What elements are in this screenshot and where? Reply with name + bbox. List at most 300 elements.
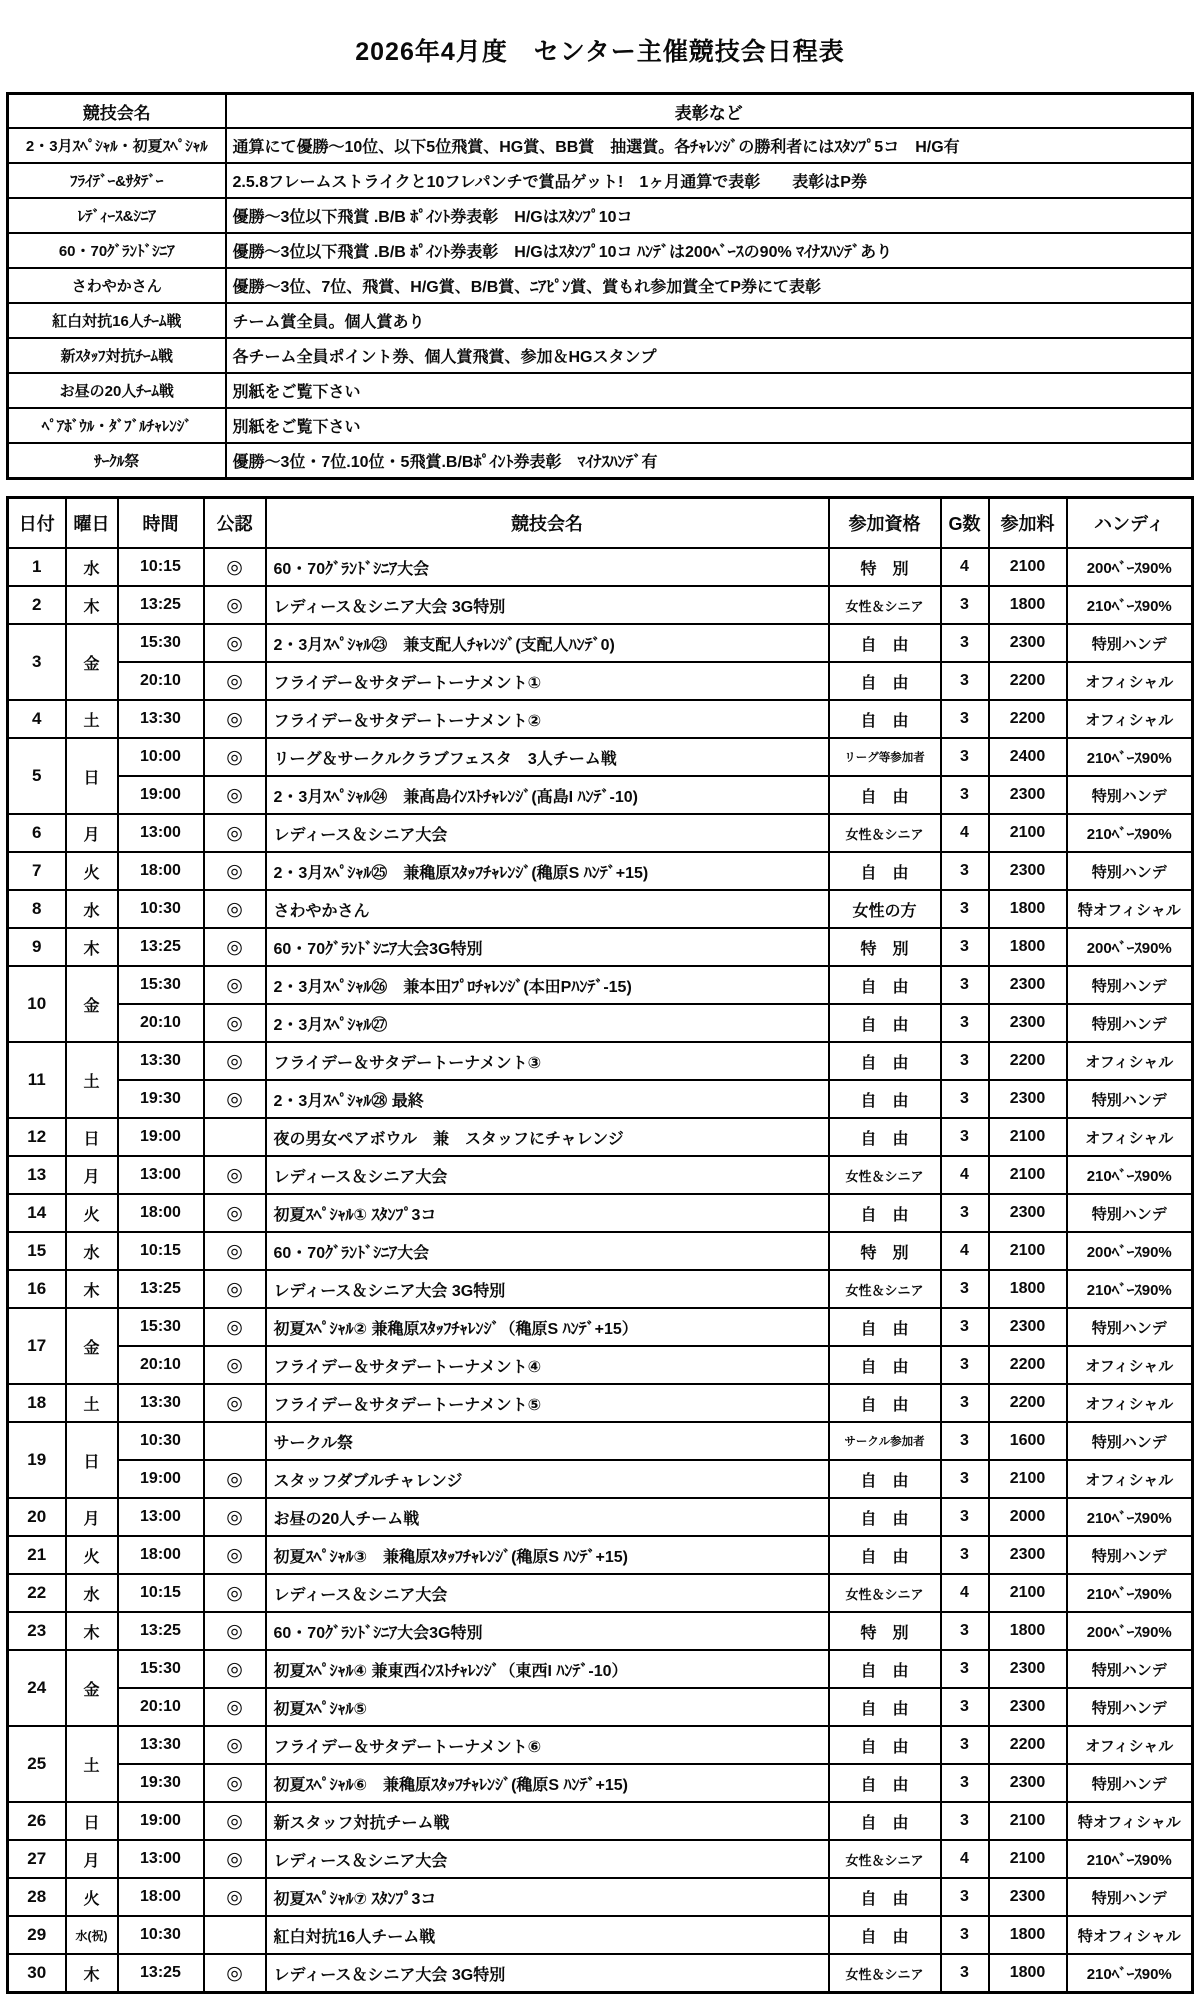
weekday-cell: 土 (66, 1042, 118, 1118)
weekday-cell: 火 (66, 1194, 118, 1232)
event-name-cell (266, 1232, 829, 1270)
handicap-cell: 210ﾍﾞｰｽ90% (1067, 814, 1193, 852)
date-cell: 2 (8, 586, 66, 624)
certified-mark-cell: ◎ (204, 1612, 266, 1650)
event-name-text: さわやかさん (273, 902, 370, 920)
eligibility-cell: サークル参加者 (829, 1422, 941, 1460)
fee-cell: 2100 (989, 1232, 1067, 1270)
fee-cell: 2300 (989, 1878, 1067, 1916)
schedule-row (8, 890, 1193, 928)
certified-mark-cell: ◎ (204, 776, 266, 814)
handicap-cell: 200ﾍﾞｰｽ90% (1067, 548, 1193, 586)
event-name-cell (266, 776, 829, 814)
event-name-cell (266, 548, 829, 586)
games-cell: 3 (941, 738, 989, 776)
event-name-text: 2・3月ｽﾍﾟｼｬﾙ㉘ 最終 (273, 1092, 424, 1110)
awards-row (8, 268, 1193, 303)
eligibility-cell: 自 由 (829, 1726, 941, 1764)
eligibility-cell: 女性＆シニア (829, 1156, 941, 1194)
certified-mark-cell: ◎ (204, 1536, 266, 1574)
event-name-cell (266, 814, 829, 852)
certified-mark-cell: ◎ (204, 814, 266, 852)
games-cell: 3 (941, 890, 989, 928)
date-cell: 3 (8, 624, 66, 700)
awards-row (8, 373, 1193, 408)
event-name-text: レディース＆シニア大会 (273, 826, 448, 844)
fee-cell: 2300 (989, 966, 1067, 1004)
certified-mark-cell: ◎ (204, 890, 266, 928)
time-cell: 13:25 (118, 1954, 204, 1993)
event-name-text: レディース＆シニア大会 (273, 1852, 448, 1870)
certified-mark-cell: ◎ (204, 1194, 266, 1232)
certified-mark-cell: ◎ (204, 1004, 266, 1042)
date-cell: 5 (8, 738, 66, 814)
certified-mark-cell: ◎ (204, 1840, 266, 1878)
schedule-row (8, 1802, 1193, 1840)
awards-row (8, 163, 1193, 198)
certified-mark-cell: ◎ (204, 852, 266, 890)
time-cell: 18:00 (118, 852, 204, 890)
eligibility-cell: 自 由 (829, 662, 941, 700)
handicap-cell: 特オフィシャル (1067, 1916, 1193, 1954)
header-games: G数 (941, 498, 989, 549)
certified-mark-cell: ◎ (204, 1080, 266, 1118)
tournament-name: さわやかさん (8, 268, 226, 303)
date-cell: 22 (8, 1574, 66, 1612)
handicap-cell: 200ﾍﾞｰｽ90% (1067, 1232, 1193, 1270)
award-description: 通算にて優勝～10位、以下5位飛賞、HG賞、BB賞 抽選賞。各ﾁｬﾚﾝｼﾞの勝利者にはｽﾀﾝﾌﾟ5コ H/G有 (226, 128, 1193, 163)
handicap-cell: オフィシャル (1067, 662, 1193, 700)
time-cell: 10:15 (118, 548, 204, 586)
schedule-row (8, 776, 1193, 814)
eligibility-cell: 女性＆シニア (829, 1840, 941, 1878)
fee-cell: 2300 (989, 852, 1067, 890)
event-name-text: 初夏ｽﾍﾟｼｬﾙ④ 兼東西ｲﾝｽﾄﾁｬﾚﾝｼﾞ（東西I ﾊﾝﾃﾞ-10） (273, 1662, 628, 1680)
event-name-text: レディース＆シニア大会 3G特別 (273, 1966, 506, 1984)
time-cell: 19:00 (118, 1802, 204, 1840)
schedule-table (6, 496, 1194, 1994)
games-cell: 3 (941, 586, 989, 624)
header-handicap: ハンディ (1067, 498, 1193, 549)
header-weekday: 曜日 (66, 498, 118, 549)
tournament-name: ｻｰｸﾙ祭 (8, 443, 226, 479)
date-cell: 23 (8, 1612, 66, 1650)
certified-mark-cell: ◎ (204, 1308, 266, 1346)
certified-mark-cell (204, 1422, 266, 1460)
time-cell: 10:30 (118, 1916, 204, 1954)
fee-cell: 2300 (989, 1194, 1067, 1232)
certified-mark-cell: ◎ (204, 548, 266, 586)
games-cell: 3 (941, 1194, 989, 1232)
schedule-row (8, 1726, 1193, 1764)
eligibility-cell: リーグ等参加者 (829, 738, 941, 776)
tournament-name: お昼の20人ﾁｰﾑ戦 (8, 373, 226, 408)
handicap-cell: 210ﾍﾞｰｽ90% (1067, 1270, 1193, 1308)
schedule-row (8, 1270, 1193, 1308)
handicap-cell: オフィシャル (1067, 1346, 1193, 1384)
fee-cell: 2300 (989, 776, 1067, 814)
event-name-bold-text: (髙島I ﾊﾝﾃﾞ-10) (531, 788, 638, 806)
event-name-cell (266, 624, 829, 662)
tournament-name: 2・3月ｽﾍﾟｼｬﾙ・初夏ｽﾍﾟｼｬﾙ (8, 128, 226, 163)
date-cell: 15 (8, 1232, 66, 1270)
handicap-cell: オフィシャル (1067, 1726, 1193, 1764)
event-name-text: サークル祭 (273, 1434, 354, 1452)
handicap-cell: 210ﾍﾞｰｽ90% (1067, 586, 1193, 624)
event-name-cell (266, 1308, 829, 1346)
games-cell: 3 (941, 1308, 989, 1346)
fee-cell: 2300 (989, 1764, 1067, 1802)
handicap-cell: 210ﾍﾞｰｽ90% (1067, 1954, 1193, 1993)
award-description: チーム賞全員。個人賞あり (226, 303, 1193, 338)
awards-row (8, 443, 1193, 479)
games-cell: 3 (941, 928, 989, 966)
games-cell: 3 (941, 1498, 989, 1536)
time-cell: 13:00 (118, 1840, 204, 1878)
event-name-text: フライデー＆サタデートーナメント① (273, 674, 542, 692)
event-name-cell (266, 662, 829, 700)
eligibility-cell: 特 別 (829, 1232, 941, 1270)
awards-row (8, 303, 1193, 338)
certified-mark-cell: ◎ (204, 966, 266, 1004)
schedule-row (8, 662, 1193, 700)
games-cell: 4 (941, 1574, 989, 1612)
weekday-cell: 日 (66, 1118, 118, 1156)
handicap-cell: 210ﾍﾞｰｽ90% (1067, 1574, 1193, 1612)
eligibility-cell: 自 由 (829, 1004, 941, 1042)
fee-cell: 2300 (989, 1536, 1067, 1574)
games-cell: 3 (941, 852, 989, 890)
event-name-cell (266, 1118, 829, 1156)
schedule-row (8, 852, 1193, 890)
handicap-cell: 特別ハンデ (1067, 1764, 1193, 1802)
games-cell: 3 (941, 1764, 989, 1802)
fee-cell: 2100 (989, 1156, 1067, 1194)
event-name-text: お昼の20人チーム戦 (273, 1510, 420, 1528)
event-name-cell (266, 1194, 829, 1232)
weekday-cell: 土 (66, 1384, 118, 1422)
fee-cell: 2100 (989, 1460, 1067, 1498)
date-cell: 24 (8, 1650, 66, 1726)
time-cell: 10:15 (118, 1232, 204, 1270)
handicap-cell: 特別ハンデ (1067, 1194, 1193, 1232)
event-name-cell (266, 1536, 829, 1574)
games-cell: 4 (941, 1232, 989, 1270)
date-cell: 6 (8, 814, 66, 852)
fee-cell: 1800 (989, 1916, 1067, 1954)
event-name-cell (266, 1650, 829, 1688)
event-name-cell (266, 1156, 829, 1194)
handicap-cell: 200ﾍﾞｰｽ90% (1067, 1612, 1193, 1650)
certified-mark-cell: ◎ (204, 1764, 266, 1802)
weekday-cell: 金 (66, 624, 118, 700)
date-cell: 11 (8, 1042, 66, 1118)
date-cell: 28 (8, 1878, 66, 1916)
eligibility-cell: 自 由 (829, 1080, 941, 1118)
schedule-row (8, 1384, 1193, 1422)
award-description: 優勝～3位・7位.10位・5飛賞.B/Bﾎﾟｲﾝﾄ券表彰 ﾏｲﾅｽﾊﾝﾃﾞ有 (226, 443, 1193, 479)
handicap-cell: 200ﾍﾞｰｽ90% (1067, 928, 1193, 966)
event-name-text: 新スタッフ対抗チーム戦 (273, 1814, 450, 1832)
time-cell: 18:00 (118, 1536, 204, 1574)
games-cell: 3 (941, 1118, 989, 1156)
award-description: 別紙をご覧下さい (226, 373, 1193, 408)
event-name-text: レディース＆シニア大会 3G特別 (273, 1282, 506, 1300)
fee-cell: 2100 (989, 1574, 1067, 1612)
weekday-cell: 金 (66, 1650, 118, 1726)
games-cell: 3 (941, 1802, 989, 1840)
schedule-row (8, 548, 1193, 586)
certified-mark-cell: ◎ (204, 1270, 266, 1308)
event-name-cell (266, 700, 829, 738)
event-name-cell (266, 1878, 829, 1916)
certified-mark-cell: ◎ (204, 662, 266, 700)
event-name-text: 60・70ｸﾞﾗﾝﾄﾞｼﾆｱ大会3G特別 (273, 940, 483, 958)
event-name-cell (266, 1574, 829, 1612)
certified-mark-cell: ◎ (204, 1232, 266, 1270)
weekday-cell: 木 (66, 1612, 118, 1650)
handicap-cell: 特別ハンデ (1067, 624, 1193, 662)
handicap-cell: 特別ハンデ (1067, 1878, 1193, 1916)
games-cell: 3 (941, 1346, 989, 1384)
time-cell: 18:00 (118, 1194, 204, 1232)
fee-cell: 2400 (989, 738, 1067, 776)
fee-cell: 2300 (989, 1688, 1067, 1726)
games-cell: 4 (941, 1156, 989, 1194)
event-name-cell (266, 1270, 829, 1308)
eligibility-cell: 特 別 (829, 928, 941, 966)
header-certified: 公認 (204, 498, 266, 549)
event-name-cell (266, 1840, 829, 1878)
event-name-text: レディース＆シニア大会 3G特別 (273, 598, 506, 616)
weekday-cell: 木 (66, 586, 118, 624)
handicap-cell: 特別ハンデ (1067, 1422, 1193, 1460)
time-cell: 10:00 (118, 738, 204, 776)
schedule-row (8, 1346, 1193, 1384)
award-description: 優勝～3位、7位、飛賞、H/G賞、B/B賞、ﾆｱﾋﾟﾝ賞、賞もれ参加賞全てP券にて表彰 (226, 268, 1193, 303)
certified-mark-cell: ◎ (204, 1498, 266, 1536)
schedule-row (8, 1878, 1193, 1916)
games-cell: 3 (941, 1042, 989, 1080)
schedule-row (8, 1574, 1193, 1612)
event-name-text: 60・70ｸﾞﾗﾝﾄﾞｼﾆｱ大会 (273, 1244, 430, 1262)
time-cell: 19:00 (118, 776, 204, 814)
fee-cell: 1800 (989, 890, 1067, 928)
fee-cell: 2200 (989, 700, 1067, 738)
fee-cell: 2100 (989, 1118, 1067, 1156)
weekday-cell: 月 (66, 814, 118, 852)
time-cell: 13:30 (118, 700, 204, 738)
fee-cell: 1800 (989, 1270, 1067, 1308)
eligibility-cell: 自 由 (829, 1308, 941, 1346)
schedule-row (8, 700, 1193, 738)
handicap-cell: 特別ハンデ (1067, 1536, 1193, 1574)
eligibility-cell: 特 別 (829, 548, 941, 586)
certified-mark-cell (204, 1916, 266, 1954)
weekday-cell: 木 (66, 928, 118, 966)
time-cell: 18:00 (118, 1878, 204, 1916)
header-fee: 参加料 (989, 498, 1067, 549)
date-cell: 29 (8, 1916, 66, 1954)
time-cell: 15:30 (118, 1650, 204, 1688)
schedule-row (8, 1308, 1193, 1346)
handicap-cell: 特別ハンデ (1067, 1004, 1193, 1042)
games-cell: 3 (941, 700, 989, 738)
fee-cell: 2300 (989, 1308, 1067, 1346)
certified-mark-cell: ◎ (204, 1346, 266, 1384)
schedule-section (6, 496, 1194, 1994)
eligibility-cell: 自 由 (829, 1764, 941, 1802)
event-name-cell (266, 1460, 829, 1498)
schedule-row (8, 1042, 1193, 1080)
fee-cell: 2200 (989, 1042, 1067, 1080)
schedule-row (8, 586, 1193, 624)
weekday-cell: 日 (66, 738, 118, 814)
certified-mark-cell: ◎ (204, 1042, 266, 1080)
handicap-cell: 特別ハンデ (1067, 852, 1193, 890)
fee-cell: 1800 (989, 928, 1067, 966)
weekday-cell: 日 (66, 1422, 118, 1498)
date-cell: 25 (8, 1726, 66, 1802)
event-name-bold-text: (穐原S ﾊﾝﾃﾞ+15) (511, 1548, 628, 1566)
schedule-header-row (8, 498, 1193, 549)
certified-mark-cell: ◎ (204, 586, 266, 624)
games-cell: 3 (941, 1384, 989, 1422)
weekday-cell: 火 (66, 1536, 118, 1574)
weekday-cell: 月 (66, 1840, 118, 1878)
event-name-cell (266, 1346, 829, 1384)
games-cell: 3 (941, 1536, 989, 1574)
event-name-text: 2・3月ｽﾍﾟｼｬﾙ㉖ 兼本田ﾌﾟﾛﾁｬﾚﾝｼﾞ (273, 978, 524, 996)
weekday-cell: 日 (66, 1802, 118, 1840)
handicap-cell: オフィシャル (1067, 1460, 1193, 1498)
event-name-text: 2・3月ｽﾍﾟｼｬﾙ㉓ 兼支配人ﾁｬﾚﾝｼﾞ (273, 636, 516, 654)
handicap-cell: オフィシャル (1067, 1042, 1193, 1080)
weekday-cell: 土 (66, 700, 118, 738)
eligibility-cell: 自 由 (829, 1536, 941, 1574)
schedule-row (8, 928, 1193, 966)
eligibility-cell: 自 由 (829, 1498, 941, 1536)
games-cell: 3 (941, 1270, 989, 1308)
tournament-name: ﾍﾟｱﾎﾞｳﾙ・ﾀﾞﾌﾞﾙﾁｬﾚﾝｼﾞ (8, 408, 226, 443)
eligibility-cell: 自 由 (829, 1878, 941, 1916)
time-cell: 20:10 (118, 1346, 204, 1384)
fee-cell: 1800 (989, 586, 1067, 624)
games-cell: 3 (941, 1650, 989, 1688)
weekday-cell: 水(祝) (66, 1916, 118, 1954)
fee-cell: 2200 (989, 1384, 1067, 1422)
time-cell: 13:25 (118, 586, 204, 624)
time-cell: 10:30 (118, 1422, 204, 1460)
time-cell: 19:00 (118, 1460, 204, 1498)
weekday-cell: 水 (66, 1232, 118, 1270)
awards-header-name: 競技会名 (8, 94, 226, 129)
event-name-text: 初夏ｽﾍﾟｼｬﾙ⑤ (273, 1700, 368, 1718)
games-cell: 3 (941, 1688, 989, 1726)
tournament-name: ﾚﾃﾞｨｰｽ&ｼﾆｱ (8, 198, 226, 233)
fee-cell: 2200 (989, 662, 1067, 700)
event-name-text: 紅白対抗16人チーム戦 (273, 1928, 436, 1946)
games-cell: 3 (941, 1916, 989, 1954)
schedule-row (8, 1954, 1193, 1993)
handicap-cell: 特オフィシャル (1067, 1802, 1193, 1840)
games-cell: 3 (941, 1460, 989, 1498)
time-cell: 15:30 (118, 1308, 204, 1346)
games-cell: 3 (941, 1726, 989, 1764)
event-name-cell (266, 1802, 829, 1840)
event-name-text: フライデー＆サタデートーナメント③ (273, 1054, 542, 1072)
eligibility-cell: 自 由 (829, 624, 941, 662)
event-name-text: フライデー＆サタデートーナメント⑥ (273, 1738, 542, 1756)
weekday-cell: 月 (66, 1498, 118, 1536)
eligibility-cell: 自 由 (829, 1042, 941, 1080)
schedule-row (8, 814, 1193, 852)
schedule-table-body (8, 548, 1193, 1993)
schedule-row (8, 966, 1193, 1004)
games-cell: 3 (941, 1080, 989, 1118)
event-name-cell (266, 1498, 829, 1536)
eligibility-cell: 自 由 (829, 1384, 941, 1422)
schedule-row (8, 1194, 1193, 1232)
eligibility-cell: 女性＆シニア (829, 1270, 941, 1308)
date-cell: 27 (8, 1840, 66, 1878)
games-cell: 3 (941, 1878, 989, 1916)
handicap-cell: 210ﾍﾞｰｽ90% (1067, 1156, 1193, 1194)
weekday-cell: 火 (66, 1878, 118, 1916)
handicap-cell: 特別ハンデ (1067, 1080, 1193, 1118)
awards-table (6, 92, 1194, 480)
schedule-row (8, 1612, 1193, 1650)
games-cell: 3 (941, 624, 989, 662)
certified-mark-cell: ◎ (204, 1574, 266, 1612)
time-cell: 19:30 (118, 1764, 204, 1802)
award-description: 各チーム全員ポイント券、個人賞飛賞、参加＆HGスタンプ (226, 338, 1193, 373)
award-description: 別紙をご覧下さい (226, 408, 1193, 443)
weekday-cell: 金 (66, 1308, 118, 1384)
weekday-cell: 火 (66, 852, 118, 890)
time-cell: 13:25 (118, 928, 204, 966)
weekday-cell: 水 (66, 890, 118, 928)
time-cell: 10:15 (118, 1574, 204, 1612)
time-cell: 10:30 (118, 890, 204, 928)
date-cell: 21 (8, 1536, 66, 1574)
time-cell: 13:30 (118, 1726, 204, 1764)
awards-header-row (8, 94, 1193, 129)
event-name-cell (266, 1384, 829, 1422)
certified-mark-cell: ◎ (204, 1384, 266, 1422)
date-cell: 10 (8, 966, 66, 1042)
handicap-cell: 特別ハンデ (1067, 1688, 1193, 1726)
schedule-row (8, 1498, 1193, 1536)
time-cell: 15:30 (118, 624, 204, 662)
fee-cell: 2300 (989, 1004, 1067, 1042)
awards-header-desc: 表彰など (226, 94, 1193, 129)
event-name-cell (266, 966, 829, 1004)
event-name-text: 2・3月ｽﾍﾟｼｬﾙ㉔ 兼髙島ｲﾝｽﾄﾁｬﾚﾝｼﾞ (273, 788, 532, 806)
awards-table-body (8, 128, 1193, 479)
date-cell: 26 (8, 1802, 66, 1840)
schedule-row (8, 1688, 1193, 1726)
eligibility-cell: 女性＆シニア (829, 586, 941, 624)
tournament-name: 新ｽﾀｯﾌ対抗ﾁｰﾑ戦 (8, 338, 226, 373)
certified-mark-cell: ◎ (204, 738, 266, 776)
certified-mark-cell: ◎ (204, 700, 266, 738)
schedule-row (8, 1764, 1193, 1802)
games-cell: 4 (941, 548, 989, 586)
event-name-cell (266, 928, 829, 966)
event-name-cell (266, 1688, 829, 1726)
award-description: 優勝～3位以下飛賞 .B/B ﾎﾟｲﾝﾄ券表彰 H/Gはｽﾀﾝﾌﾟ10コ ﾊﾝﾃﾞは200ﾍﾞｰｽの90% ﾏｲﾅｽﾊﾝﾃﾞあり (226, 233, 1193, 268)
